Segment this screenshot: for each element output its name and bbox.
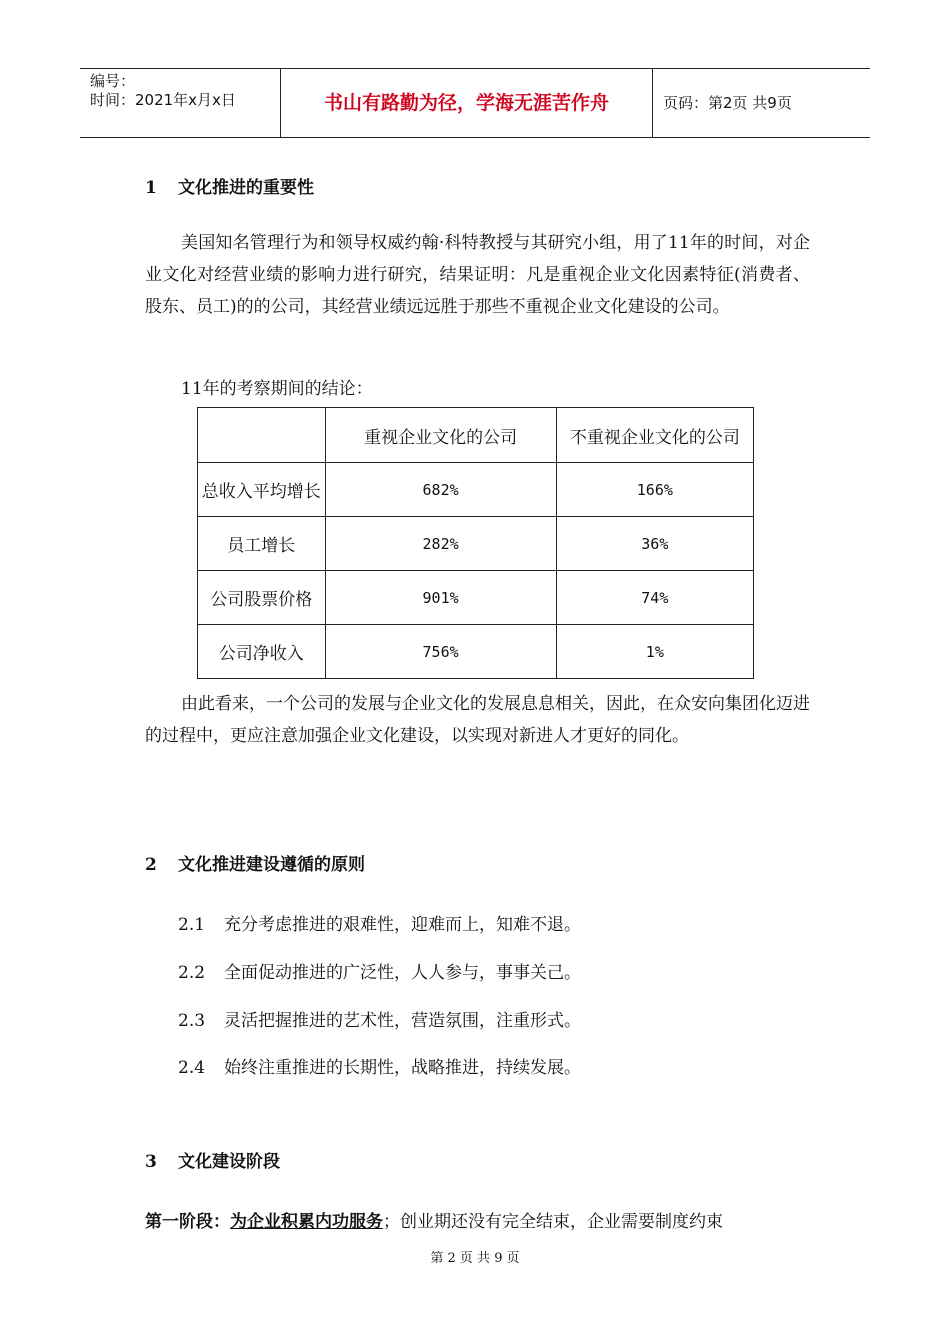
- value-cell: 282%: [325, 517, 556, 571]
- section-1-paragraph-1: 美国知名管理行为和领导权威约翰·科特教授与其研究小组，用了11年的时间，对企业文化对经营业绩的影响力进行研究，结果证明：凡是重视企业文化因素特征(消费者、股东、员工)的的公司，其经营业绩远远胜于那些不重视企业文化建设的公司。: [145, 233, 810, 317]
- principle-text: 始终注重推进的长期性，战略推进，持续发展。: [224, 1058, 581, 1078]
- value-cell: 682%: [325, 463, 556, 517]
- stage-text: ；创业期还没有完全结束，企业需要制度约束: [383, 1212, 723, 1232]
- section-1-paragraph-2: 由此看来，一个公司的发展与企业文化的发展息息相关，因此，在众安向集团化迈进的过程中，更应注意加强企业文化建设，以实现对新进人才更好的同化。: [145, 694, 810, 746]
- value-cell: 166%: [556, 463, 753, 517]
- table-intro: 11年的考察期间的结论：: [181, 379, 373, 399]
- principle-text: 灵活把握推进的艺术性，营造氛围，注重形式。: [224, 1011, 581, 1031]
- header-motto: 书山有路勤为径，学海无涯苦作舟: [281, 69, 653, 137]
- value-cell: 901%: [325, 571, 556, 625]
- header-page-info: 页码：第2页 共9页: [663, 94, 792, 112]
- principle-item: [178, 1006, 581, 1031]
- section-2-heading: [145, 850, 365, 875]
- principle-text: 全面促动推进的广泛性，人人参与，事事关己。: [224, 963, 581, 983]
- principle-text: 充分考虑推进的艰难性，迎难而上，知难不退。: [224, 915, 581, 935]
- table-header-row: [198, 408, 754, 463]
- section-3-heading: [145, 1147, 280, 1172]
- header-meta-cell: [80, 69, 281, 137]
- code-label: 编号：: [90, 72, 136, 90]
- results-table: [197, 407, 754, 679]
- section-title: 文化推进建设遵循的原则: [178, 855, 365, 875]
- table-row: [198, 517, 754, 571]
- principle-item: [178, 958, 581, 983]
- section-number: 2: [145, 855, 157, 875]
- value-cell: 756%: [325, 625, 556, 679]
- document-header: [80, 68, 870, 138]
- section-title: 文化建设阶段: [178, 1152, 280, 1172]
- principle-number: 2.4: [178, 1058, 206, 1078]
- table-header-cell: 不重视企业文化的公司: [556, 408, 753, 463]
- value-cell: 36%: [556, 517, 753, 571]
- row-label: 总收入平均增长: [198, 463, 326, 517]
- principle-item: [178, 1053, 581, 1078]
- section-title: 文化推进的重要性: [178, 178, 314, 198]
- page-footer: 第 2 页 共 9 页: [430, 1251, 520, 1266]
- stage-title: 为企业积累内功服务: [230, 1212, 383, 1232]
- value-cell: 1%: [556, 625, 753, 679]
- table-row: [198, 571, 754, 625]
- section-1-heading: [145, 173, 314, 198]
- time-label: 时间：2021年x月x日: [90, 91, 236, 109]
- value-cell: 74%: [556, 571, 753, 625]
- principle-number: 2.2: [178, 963, 206, 983]
- section-number: 3: [145, 1152, 157, 1172]
- section-number: 1: [145, 178, 157, 198]
- stage-label: 第一阶段：: [145, 1212, 230, 1232]
- table-header-cell: 重视企业文化的公司: [325, 408, 556, 463]
- principle-item: [178, 910, 581, 935]
- table-row: [198, 625, 754, 679]
- row-label: 员工增长: [198, 517, 326, 571]
- table-header-cell: [198, 408, 326, 463]
- stage-line: [145, 1207, 723, 1232]
- table-row: [198, 463, 754, 517]
- principle-number: 2.3: [178, 1011, 206, 1031]
- row-label: 公司净收入: [198, 625, 326, 679]
- row-label: 公司股票价格: [198, 571, 326, 625]
- principle-number: 2.1: [178, 915, 206, 935]
